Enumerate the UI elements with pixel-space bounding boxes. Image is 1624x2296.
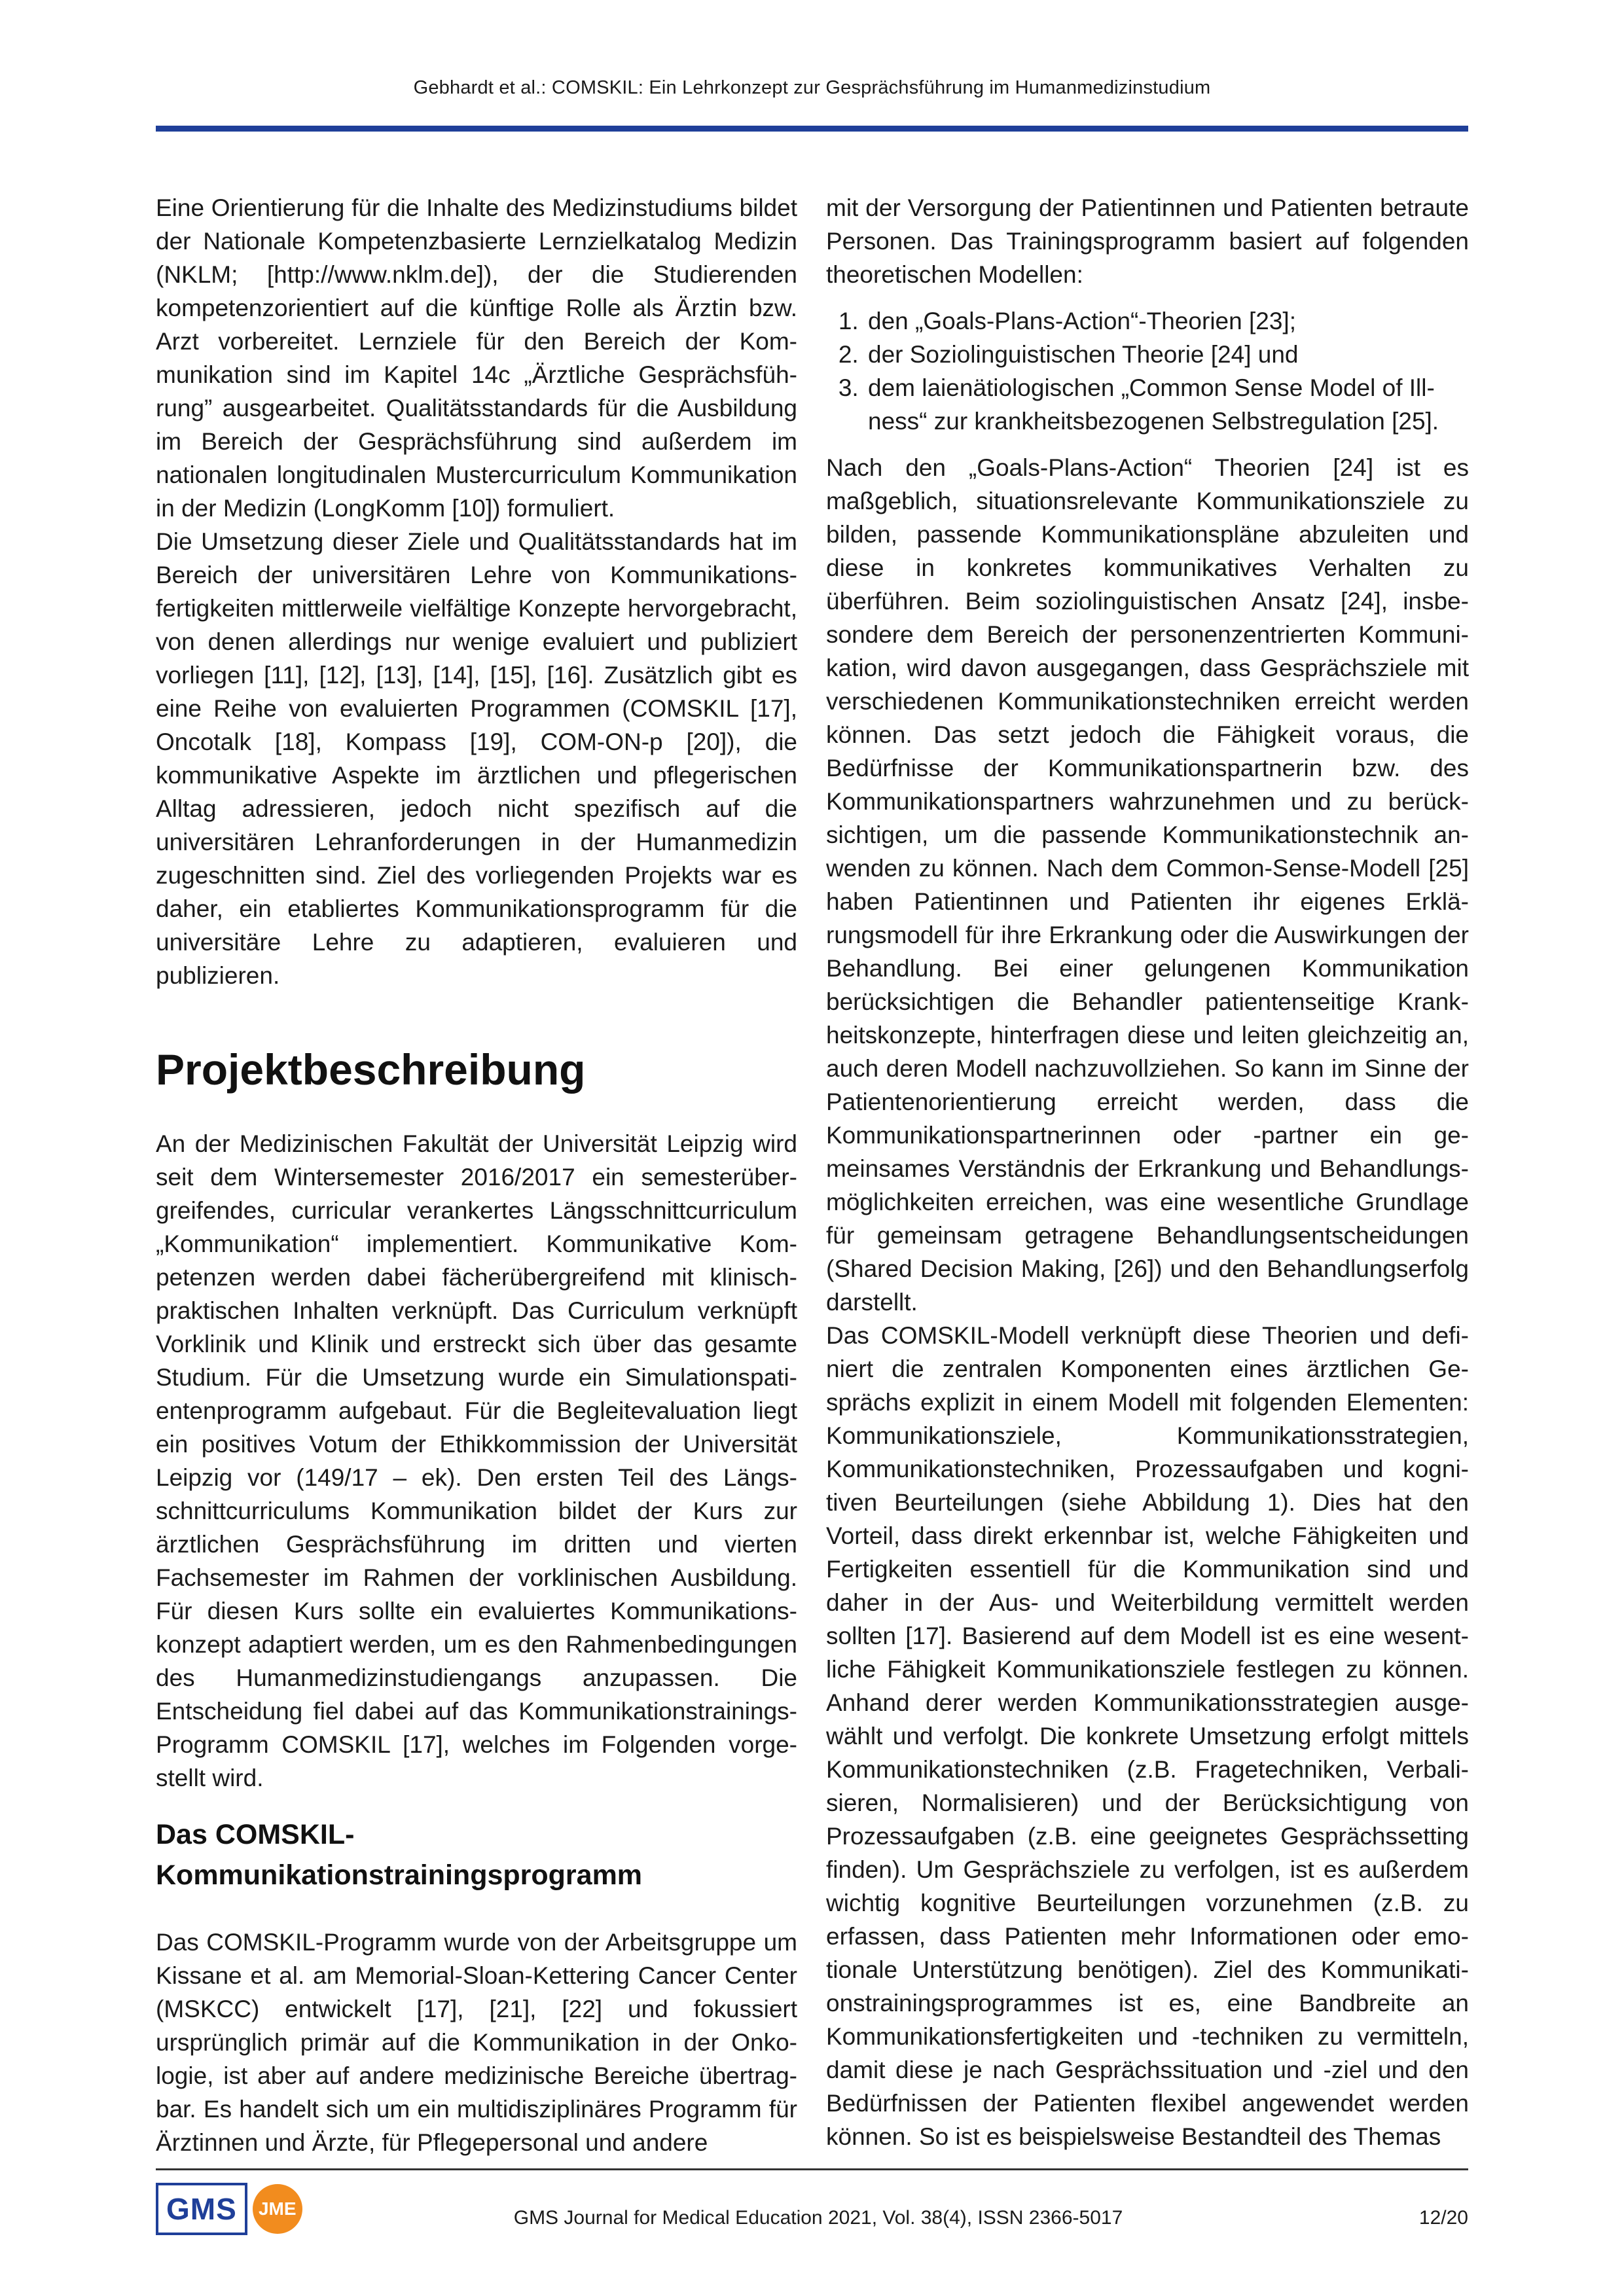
right-paragraph-1: mit der Versorgung der Patientinnen und Patienten betraute Personen. Das Trainingsprogramm basiert auf folgenden theoretischen Modellen: xyxy=(826,194,1469,288)
running-head: Gebhardt et al.: COMSKIL: Ein Lehrkonzept zur Gesprächsführung im Humanmedizinstudium xyxy=(413,77,1211,98)
list-item: 3. dem laienätiologischen „Common Sense Model of Illness“ zur krankheitsbezogenen Selbstregulation [25]. xyxy=(865,371,1469,438)
intro-paragraph-1: Eine Orientierung für die Inhalte des Medizinstudiums bildet der Nationale Kompetenzbasierte Lernzielkatalog Medizin (NKLM; [http://www.nklm.de]), der die Studierenden kompetenzorientiert auf die künftige Rolle als Ärztin bzw. Arzt vorbereitet. Lernziele für den Bereich der Kommunikation sind im Kapitel 14c „Ärztliche Gesprächsführung” ausgearbeitet. Qualitätsstandards für die Ausbildung im Bereich der Gesprächsführung sind außerdem im nationalen longitudinalen Mustercurriculum Kommunikation in der Medizin (LongKomm [10]) formuliert. xyxy=(156,194,797,522)
left-column xyxy=(156,191,797,2159)
section-heading: Projektbeschreibung xyxy=(156,1045,586,1094)
list-item: 2. der Soziolinguistischen Theorie [24] und xyxy=(865,338,1469,371)
jme-logo: JME xyxy=(253,2184,302,2234)
footer-rule xyxy=(156,2168,1468,2170)
list-item: 1. den „Goals-Plans-Action“-Theorien [23]; xyxy=(865,304,1469,338)
subsection-heading: Das COMSKIL-Kommunikationstrainingsprogramm xyxy=(156,1819,643,1891)
section-paragraph-1: An der Medizinischen Fakultät der Universität Leipzig wird seit dem Wintersemester 2016/2017 ein semesterübergreifendes, curricular verankertes Längsschnittcurriculum „Kommunikation“ implementiert. Kommunikative Kompetenzen werden dabei fächerübergreifend mit klinisch-praktischen Inhalten verknüpft. Das Curriculum verknüpft Vorklinik und Klinik und erstreckt sich über das gesamte Studium. Für die Umsetzung wurde ein Simulationspatientenprogramm aufgebaut. Für die Begleitevaluation liegt ein positives Votum der Ethikkommission der Universität Leipzig vor (149/17 – ek). Den ersten Teil des Längsschnittcurriculums Kommunikation bildet der Kurs zur ärztlichen Gesprächsführung im dritten und vierten Fachsemester im Rahmen der vorklinischen Ausbildung. Für diesen Kurs sollte ein evaluiertes Kommunikationskonzept adaptiert werden, um es den Rahmenbedingungen des Humanmedizinstudiengangs anzupassen. Die Entscheidung fiel dabei auf das Kommunikationstrainings-Programm COMSKIL [17], welches im Folgenden vorgestellt wird. xyxy=(156,1130,797,1791)
subsection-paragraph-1: Das COMSKIL-Programm wurde von der Arbeitsgruppe um Kissane et al. am Memorial-Sloan-Kettering Cancer Center (MSKCC) entwickelt [17], [21], [22] und fokussiert ursprünglich primär auf die Kommunikation in der Onkologie, ist aber auf andere medizinische Bereiche übertragbar. Es handelt sich um ein multidisziplinäres Programm für Ärztinnen und Ärzte, für Pflegepersonal und andere xyxy=(156,1929,797,2156)
footer-citation: GMS Journal for Medical Education 2021, Vol. 38(4), ISSN 2366-5017 xyxy=(513,2207,1123,2229)
right-column xyxy=(826,191,1469,2153)
page-number: 12/20 xyxy=(1418,2207,1468,2229)
right-paragraph-3: Das COMSKIL-Modell verknüpft diese Theorien und definiert die zentralen Komponenten eines ärztlichen Gesprächs explizit in einem Modell mit folgenden Elementen: Kommunikationsziele, Kommunikationsstrategien, Kommunikationstechniken, Prozessaufgaben und kognitiven Beurteilungen (siehe Abbildung 1). Dies hat den Vorteil, dass direkt erkennbar ist, welche Fähigkeiten und Fertigkeiten essentiell für die Kommunikation sind und daher in der Aus- und Weiterbildung vermittelt werden sollten [17]. Basierend auf dem Modell ist es eine wesentliche Fähigkeit Kommunikationsziele festlegen zu können. Anhand derer werden Kommunikationsstrategien ausgewählt und verfolgt. Die konkrete Umsetzung erfolgt mittels Kommunikationstechniken (z.B. Fragetechniken, Verbalisieren, Normalisieren) und der Berücksichtigung von Prozessaufgaben (z.B. eine geeignetes Gesprächssetting finden). Um Gesprächsziele zu verfolgen, ist es außerdem wichtig kognitive Beurteilungen vorzunehmen (z.B. zu erfassen, dass Patienten mehr Informationen oder emotionale Unterstützung benötigen). Ziel des Kommunikationstrainingsprogrammes ist es, eine Bandbreite an Kommunikationsfertigkeiten und -techniken zu vermitteln, damit diese je nach Gesprächssituation und -ziel und den Bedürfnissen der Patienten flexibel angewendet werden können. So ist es beispielsweise Bestandteil des Themas xyxy=(826,1322,1469,2150)
gms-logo: GMS xyxy=(156,2183,247,2235)
right-paragraph-2: Nach den „Goals-Plans-Action“ Theorien [24] ist es maßgeblich, situationsrelevante Kommunikationsziele zu bilden, passende Kommunikationspläne abzuleiten und diese in konkretes kommunikatives Verhalten zu überführen. Beim soziolinguistischen Ansatz [24], insbesondere dem Bereich der personenzentrierten Kommunikation, wird davon ausgegangen, dass Gesprächsziele mit verschiedenen Kommunikationstechniken erreicht werden können. Das setzt jedoch die Fähigkeit voraus, die Bedürfnisse der Kommunikationspartnerin bzw. des Kommunikationspartners wahrzunehmen und zu berücksichtigen, um die passende Kommunikationstechnik anwenden zu können. Nach dem Common-Sense-Modell [25] haben Patientinnen und Patienten ihr eigenes Erklärungsmodell für ihre Erkrankung oder die Auswirkungen der Behandlung. Bei einer gelungenen Kommunikation berücksichtigen die Behandler patientenseitige Krankheitskonzepte, hinterfragen diese und leiten gleichzeitig an, auch deren Modell nachzuvollziehen. So kann im Sinne der Patientenorientierung erreicht werden, dass die Kommunikationspartnerinnen oder -partner ein gemeinsames Verständnis der Erkrankung und Behandlungsmöglichkeiten erreichen, was eine wesentliche Grundlage für gemeinsam getragene Behandlungsentscheidungen (Shared Decision Making, [26]) und den Behandlungserfolg darstellt. xyxy=(826,454,1469,1316)
intro-paragraph-2: Die Umsetzung dieser Ziele und Qualitätsstandards hat im Bereich der universitären Lehre von Kommunikationsfertigkeiten mittlerweile vielfältige Konzepte hervorgebracht, von denen allerdings nur wenige evaluiert und publiziert vorliegen [11], [12], [13], [14], [15], [16]. Zusätzlich gibt es eine Reihe von evaluierten Programmen (COMSKIL [17], Oncotalk [18], Kompass [19], COM-ON-p [20]), die kommunikative Aspekte im ärztlichen und pflegerischen Alltag adressieren, jedoch nicht spezifisch auf die universitären Lehranforderungen in der Humanmedizin zugeschnitten sind. Ziel des vorliegenden Projekts war es daher, ein etabliertes Kommunikationsprogramm für die universitäre Lehre zu adaptieren, evaluieren und publizieren. xyxy=(156,528,797,989)
journal-logo xyxy=(156,2183,302,2235)
theory-list xyxy=(826,304,1469,438)
header-rule xyxy=(156,126,1468,132)
